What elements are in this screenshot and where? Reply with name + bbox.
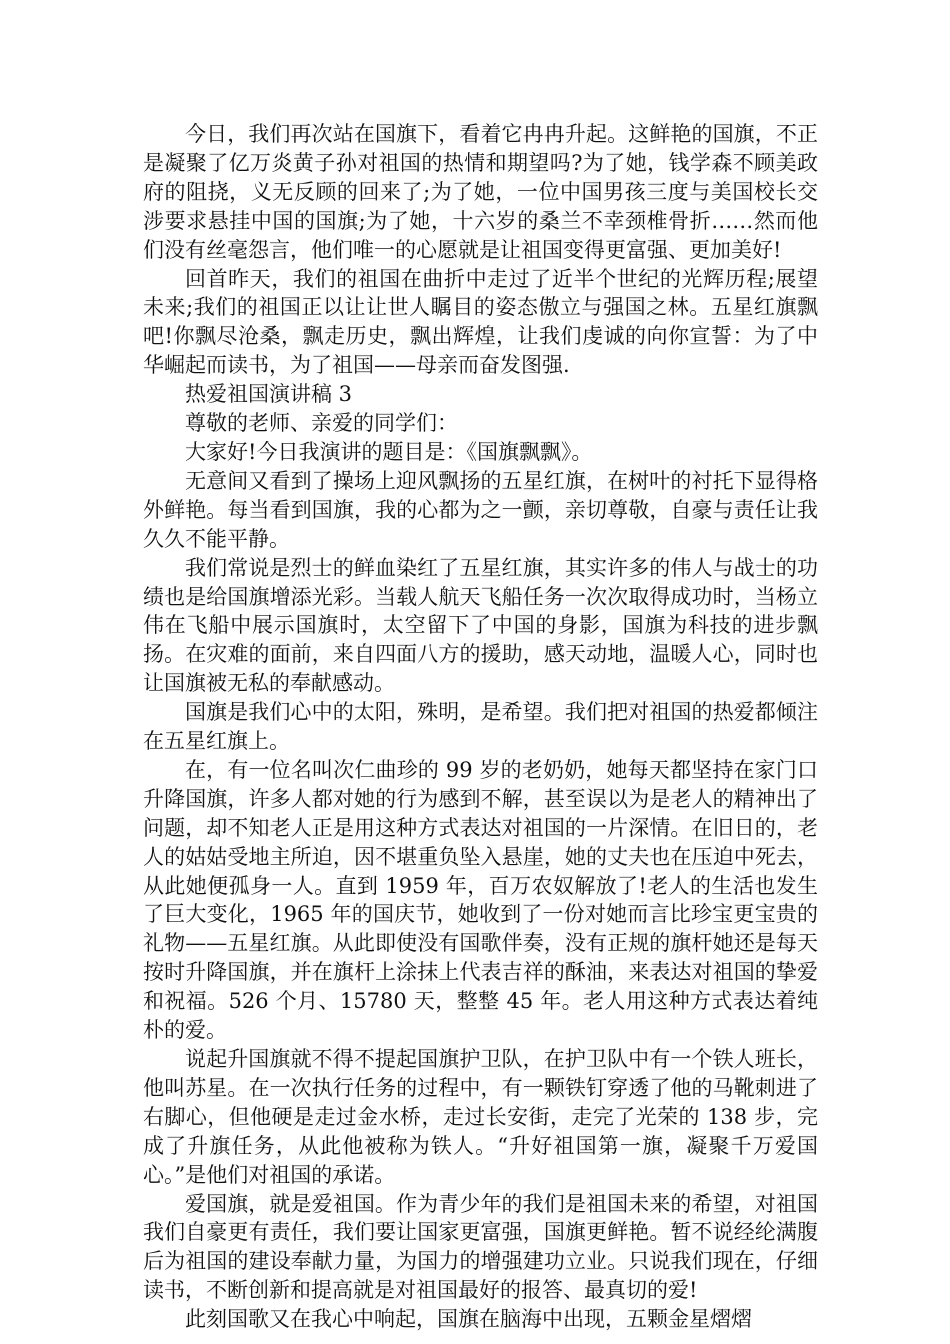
paragraph-martyrs: 我们常说是烈士的鲜血染红了五星红旗，其实许多的伟人与战士的功绩也是给国旗增添光彩。当载人航天飞船任务一次次取得成功时，当杨立伟在飞船中展示国旗时，太空留下了中国的身影，国旗为科技的进步飘扬。在灾难的面前，来自四面八方的援助，感天动地，温暖人心，同时也让国旗被无私的奉献感动。 bbox=[143, 555, 818, 696]
paragraph-anthem: 此刻国歌又在我心中响起，国旗在脑海中出现，五颗金星熠熠 bbox=[185, 1307, 752, 1332]
paragraph-sun: 国旗是我们心中的太阳，殊明，是希望。我们把对祖国的热爱都倾注在五星红旗上。 bbox=[143, 700, 818, 754]
speech-heading: 热爱祖国演讲稿 3 bbox=[185, 382, 353, 407]
paragraph-grandmother: 在，有一位名叫次仁曲珍的 99 岁的老奶奶，她每天都坚持在家门口升降国旗，许多人都对她的行为感到不解，甚至误以为是老人的精神出了问题，却不知老人正是用这种方式表达对祖国的一片深情。在旧日的，老人的姑姑受地主所迫，因不堪重负坠入悬崖，她的丈夫也在压迫中死去，从此她便孤身一人。直到 1959 年，百万农奴解放了!老人的生活也发生了巨大变化，1965 年的国庆节，她收到了一份对她而言比珍宝更宝贵的礼物——五星红旗。从此即使没有国歌伴奏，没有正规的旗杆她还是每天按时升降国旗，并在旗杆上涂抹上代表吉祥的酥油，来表达对祖国的挚爱和祝福。526 个月、15780 天，整整 45 年。老人用这种方式表达着纯朴的爱。 bbox=[143, 757, 818, 1043]
greeting-title: 大家好!今日我演讲的题目是：《国旗飘飘》。 bbox=[185, 439, 593, 464]
paragraph-honor-guard: 说起升国旗就不得不提起国旗护卫队，在护卫队中有一个铁人班长，他叫苏星。在一次执行任务的过程中，有一颗铁钉穿透了他的马靴刺进了右脚心，但他硬是走过金水桥，走过长安街，走完了光荣的 138 步，完成了升旗任务，从此他被称为铁人。“升好祖国第一旗，凝聚千万爱国心。”是他们对祖国的承诺。 bbox=[143, 1047, 818, 1187]
salutation: 尊敬的老师、亲爱的同学们： bbox=[185, 411, 458, 436]
paragraph-looking-back: 回首昨天，我们的祖国在曲折中走过了近半个世纪的光辉历程;展望未来;我们的祖国正以让让世人瞩目的姿态傲立与强国之林。五星红旗飘吧!你飘尽沧桑，飘走历史，飘出辉煌，让我们虔诚的向你宣誓：为了中华崛起而读书，为了祖国——母亲而奋发图强. bbox=[143, 266, 818, 378]
document-body bbox=[143, 120, 818, 1334]
paragraph-love-flag: 爱国旗，就是爱祖国。作为青少年的我们是祖国未来的希望，对祖国我们自豪更有责任，我们要让国家更富强，国旗更鲜艳。暂不说经纶满腹后为祖国的建设奉献力量，为国力的增强建功立业。只说我们现在，仔细读书，不断创新和提高就是对祖国最好的报答、最真切的爱! bbox=[143, 1191, 818, 1303]
paragraph-playground-flag: 无意间又看到了操场上迎风飘扬的五星红旗，在树叶的衬托下显得格外鲜艳。每当看到国旗，我的心都为之一颤，亲切尊敬，自豪与责任让我久久不能平静。 bbox=[143, 468, 818, 551]
paragraph-flag-rising: 今日，我们再次站在国旗下，看着它冉冉升起。这鲜艳的国旗，不正是凝聚了亿万炎黄子孙对祖国的热情和期望吗?为了她，钱学森不顾美政府的阻挠，义无反顾的回来了;为了她，一位中国男孩三度与美国校长交涉要求悬挂中国的国旗;为了她，十六岁的桑兰不幸颈椎骨折……然而他们没有丝毫怨言，他们唯一的心愿就是让祖国变得更富强、更加美好! bbox=[143, 122, 818, 262]
